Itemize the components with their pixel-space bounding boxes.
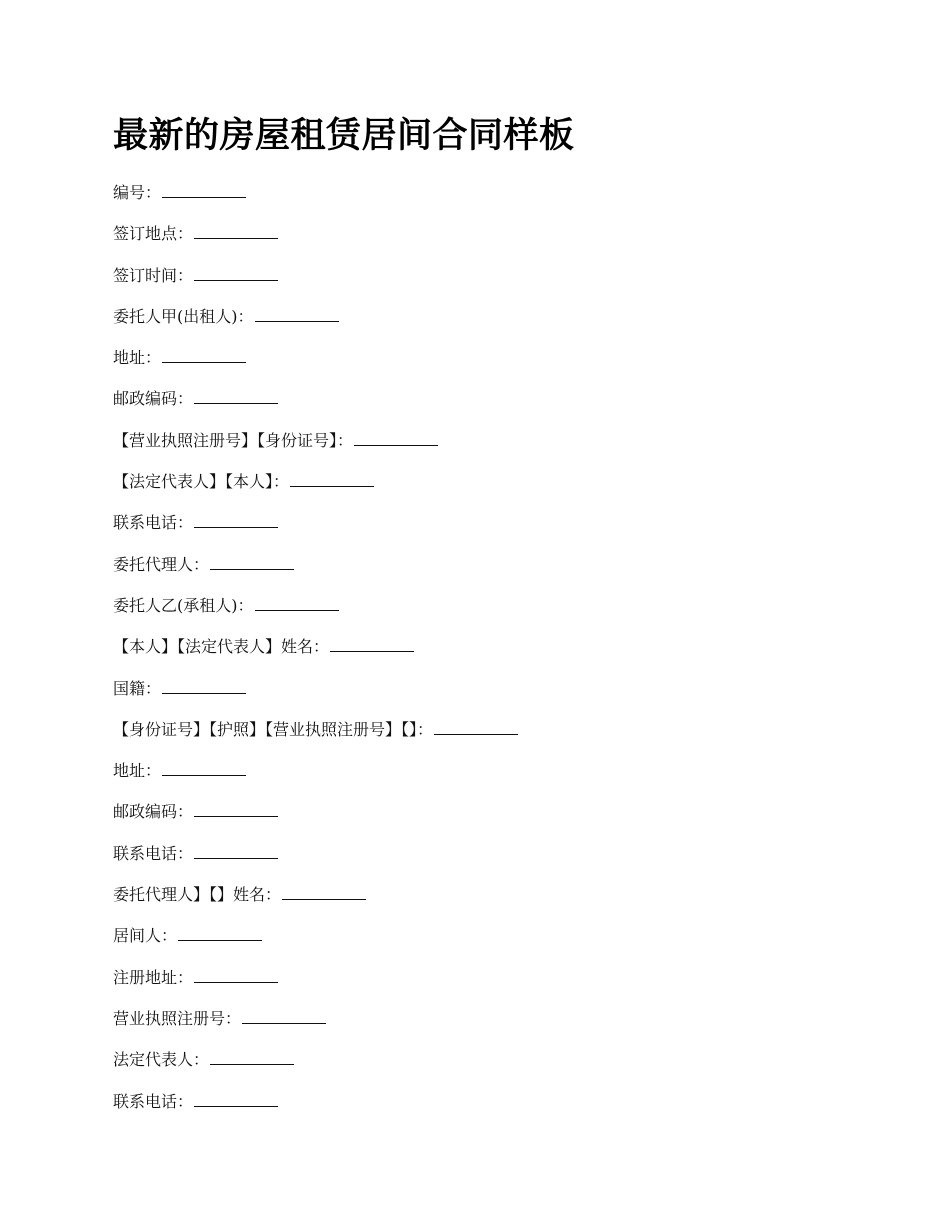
field-label: 【身份证号】【护照】【营业执照注册号】【】： [113,719,434,739]
field-label: 邮政编码： [113,389,194,409]
field-party-b-address [113,758,873,799]
field-label: 委托人甲(出租人)： [113,306,254,326]
field-label: 【法定代表人】【本人】： [113,472,290,492]
fill-in-blank[interactable] [194,221,278,239]
field-party-a-address [113,345,873,386]
fill-in-blank[interactable] [210,1047,294,1065]
fill-in-blank[interactable] [194,841,278,859]
fill-in-blank[interactable] [194,510,278,528]
field-label: 编号： [113,183,162,202]
field-label: 法定代表人： [113,1050,210,1070]
fill-in-blank[interactable] [354,428,438,446]
field-party-b-nationality [113,676,873,717]
field-party-b-lessee [113,593,873,634]
document-title: 最新的房屋租赁居间合同样板 [113,116,575,156]
field-party-a-phone [113,510,873,551]
document-page [113,112,873,1130]
field-party-b-id [113,717,873,758]
field-label: 地址： [113,348,162,368]
field-signing-place [113,221,873,262]
field-signing-time [113,263,873,304]
field-label: 地址： [113,761,162,781]
fill-in-blank[interactable] [210,552,294,570]
fill-in-blank[interactable] [282,882,366,900]
field-label: 签订地点： [113,224,194,244]
form-fields [113,180,873,1130]
field-intermediary [113,923,873,964]
field-label: 联系电话： [113,513,194,533]
field-label: 居间人： [113,926,178,946]
field-label: 注册地址： [113,967,194,987]
field-label: 联系电话： [113,1091,194,1111]
field-party-a-lessor [113,304,873,345]
fill-in-blank[interactable] [194,1089,278,1107]
field-intermediary-representative [113,1047,873,1088]
field-intermediary-license [113,1006,873,1047]
field-label: 委托代理人】【】姓名： [113,885,282,905]
field-label: 【本人】【法定代表人】姓名： [113,637,330,657]
fill-in-blank[interactable] [162,180,246,198]
field-label: 【营业执照注册号】【身份证号】： [113,430,354,450]
field-party-b-agent [113,882,873,923]
fill-in-blank[interactable] [194,965,278,983]
fill-in-blank[interactable] [162,345,246,363]
field-party-b-name [113,634,873,675]
field-party-b-postcode [113,799,873,840]
fill-in-blank[interactable] [434,717,518,735]
field-label: 联系电话： [113,843,194,863]
field-party-a-postcode [113,386,873,427]
field-label: 营业执照注册号： [113,1008,242,1028]
field-label: 邮政编码： [113,802,194,822]
fill-in-blank[interactable] [162,676,246,694]
field-label: 委托人乙(承租人)： [113,595,254,615]
fill-in-blank[interactable] [255,593,339,611]
field-label: 国籍： [113,678,162,698]
field-label: 签订时间： [113,265,194,285]
field-intermediary-phone [113,1089,873,1130]
field-party-a-representative [113,469,873,510]
fill-in-blank[interactable] [162,758,246,776]
field-party-b-phone [113,841,873,882]
fill-in-blank[interactable] [330,634,414,652]
fill-in-blank[interactable] [178,923,262,941]
fill-in-blank[interactable] [194,263,278,281]
field-label: 委托代理人： [113,554,210,574]
field-intermediary-address [113,965,873,1006]
field-party-a-agent [113,552,873,593]
fill-in-blank[interactable] [255,304,339,322]
fill-in-blank[interactable] [194,799,278,817]
fill-in-blank[interactable] [242,1006,326,1024]
field-number [113,180,873,221]
fill-in-blank[interactable] [194,386,278,404]
fill-in-blank[interactable] [290,469,374,487]
field-party-a-id [113,428,873,469]
